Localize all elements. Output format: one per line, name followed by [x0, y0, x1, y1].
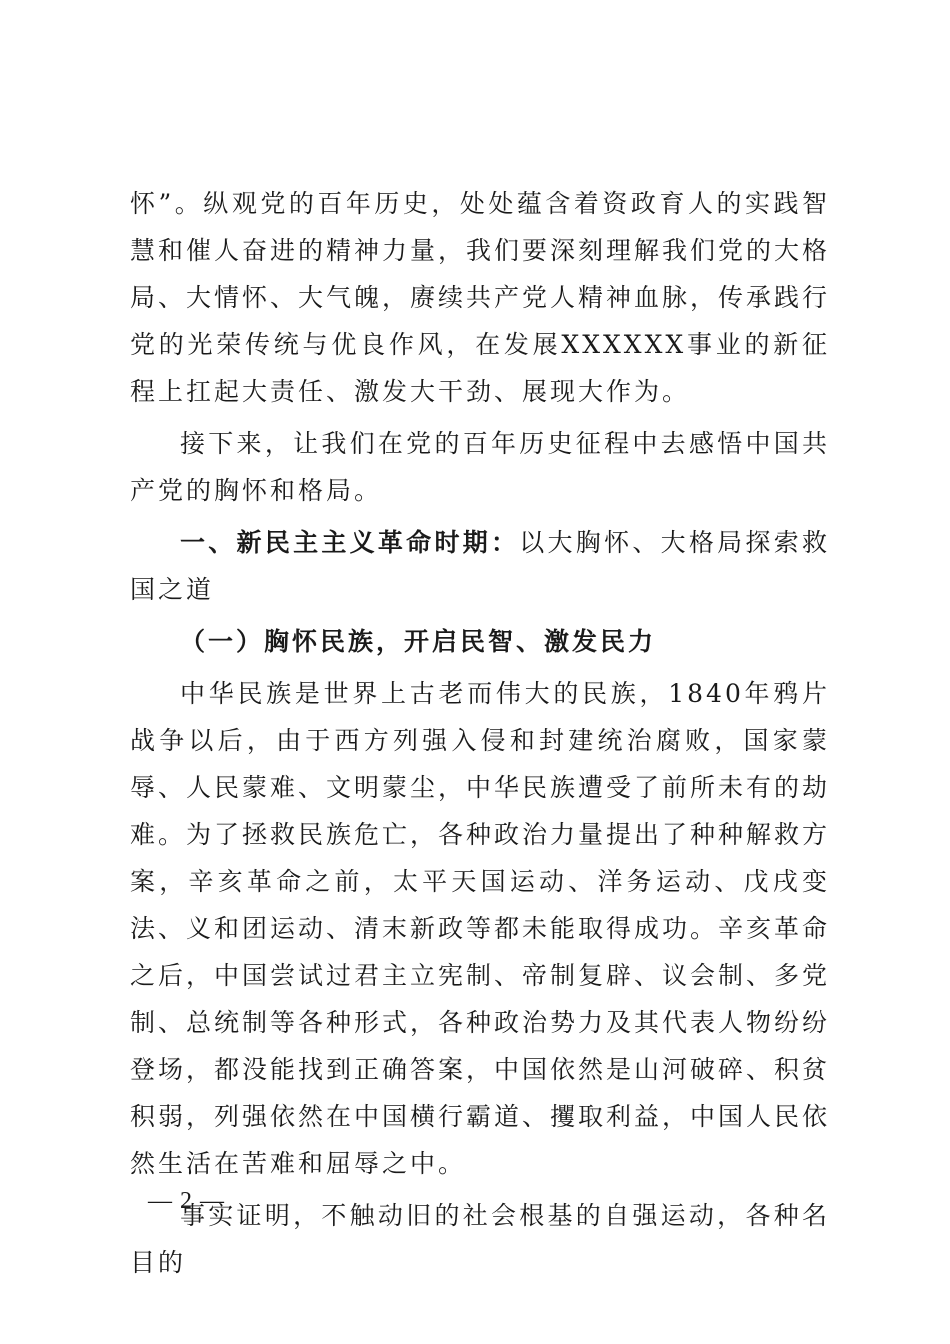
section-heading-title: 一、新民主主义革命时期：	[180, 528, 520, 557]
section-heading-subtitle: 以大胸怀、大格局探索救国之道	[130, 528, 830, 604]
subsection-heading	[130, 618, 830, 665]
document-body	[130, 180, 830, 1291]
paragraph-continuation: 怀”。纵观党的百年历史，处处蕴含着资政育人的实践智慧和催人奋进的精神力量，我们要深刻理解我们党的大格局、大情怀、大气魄，赓续共产党人精神血脉，传承践行党的光荣传统与优良作风，在发展XXXXXX事业的新征程上扛起大责任、激发大干劲、展现大作为。	[130, 189, 831, 406]
paragraph-intro: 接下来，让我们在党的百年历史征程中去感悟中国共产党的胸怀和格局。	[130, 429, 830, 505]
page-number: — 2 —	[148, 1188, 225, 1214]
paragraph-conclusion: 事实证明，不触动旧的社会根基的自强运动，各种名目的	[130, 1201, 830, 1277]
paragraph-history: 中华民族是世界上古老而伟大的民族，1840年鸦片战争以后，由于西方列强入侵和封建统治腐败，国家蒙辱、人民蒙难、文明蒙尘，中华民族遭受了前所未有的劫难。为了拯救民族危亡，各种政治力量提出了种种解救方案，辛亥革命之前，太平天国运动、洋务运动、戊戌变法、义和团运动、清末新政等都未能取得成功。辛亥革命之后，中国尝试过君主立宪制、帝制复辟、议会制、多党制、总统制等各种形式，各种政治势力及其代表人物纷纷登场，都没能找到正确答案，中国依然是山河破碎、积贫积弱，列强依然在中国横行霸道、攫取利益，中国人民依然生活在苦难和屈辱之中。	[130, 679, 831, 1178]
subsection-heading-title: （一）胸怀民族，开启民智、激发民力	[180, 627, 657, 656]
section-heading	[130, 519, 830, 613]
